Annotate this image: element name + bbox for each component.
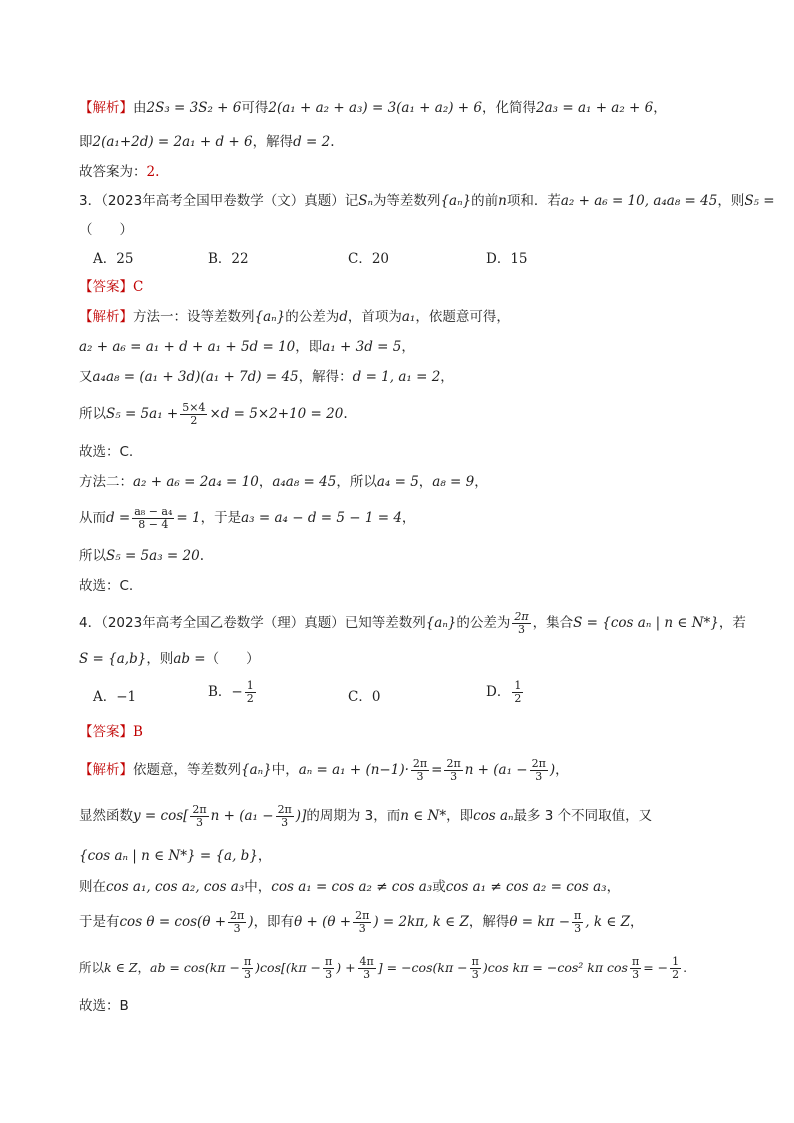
q3-option-c: C．20 <box>348 251 390 267</box>
q3-option-a: A．25 <box>93 251 134 267</box>
q3-stem-line-2: （ ） <box>79 222 133 238</box>
q4-option-c: C．0 <box>348 689 381 705</box>
q4-option-b: B．− $\frac{1}{2}$ <box>208 679 254 705</box>
q4-answer-line: 【答案】B <box>79 724 143 740</box>
fraction: $\frac{2\pi}{3}$ <box>514 610 529 636</box>
prev-solution-line-1: 【解析】由2S₃ = 3S₂ + 6可得2(a₁ + a₂ + a₃) = 3(a₁ + a₂) + 6，化简得2a₃ = a₁ + a₂ + 6， <box>79 100 667 116</box>
q3-solution-line-3: 又a₄a₈ = (a₁ + 3d)(a₁ + 7d) = 45，解得：d = 1, a₁ = 2， <box>79 369 454 385</box>
q3-solution-line-4: 所以S₅ = 5a₁ + $\frac{5\times 4}{2}$ ×d = 5×2+10 = 20. <box>79 401 348 427</box>
q3-method2-line-2: 从而d = $\frac{\text{a₈ − a₄}}{8 - 4}$ = 1，于是a₃ = a₄ − d = 5 − 1 = 4， <box>79 505 416 531</box>
q4-choose: 故选：B <box>79 998 129 1014</box>
q4-option-d: D． $\frac{1}{2}$ <box>486 679 522 705</box>
prev-solution-line-2: 即2(a₁+2d) = 2a₁ + d + 6，解得d = 2. <box>79 134 335 150</box>
q3-solution-line-2: a₂ + a₆ = a₁ + d + a₁ + 5d = 10，即a₁ + 3d = 5， <box>79 339 415 355</box>
prev-answer-line: 故答案为：2. <box>79 164 160 180</box>
q4-solution-line-3: {cos aₙ | n ∈ N*} = {a, b}， <box>79 848 272 864</box>
fraction: $\frac{5\times 4}{2}$ <box>182 401 206 427</box>
q3-method2-line-1: 方法二：a₂ + a₆ = 2a₄ = 10，a₄a₈ = 45，所以a₄ = 5，a₈ = 9， <box>79 474 488 490</box>
solution-tag: 【解析】 <box>79 100 133 116</box>
q4-solution-line-5: 于是有cos θ = cos(θ + $\frac{2\pi}{3}$ )，即有θ + (θ + $\frac{2\pi}{3}$ ) = 2kπ, k ∈ Z，解得θ = kπ − $\frac{\pi}{3}$ , k ∈ Z， <box>79 909 644 935</box>
q3-option-b: B．22 <box>208 251 249 267</box>
q3-option-d: D．15 <box>486 251 528 267</box>
q4-answer: B <box>133 724 143 740</box>
q3-choose-2: 故选：C. <box>79 578 134 594</box>
q4-option-a: A．−1 <box>93 689 137 705</box>
q3-solution-line-1: 【解析】方法一：设等差数列{aₙ}的公差为d，首项为a₁，依题意可得， <box>79 309 510 325</box>
q4-solution-line-4: 则在cos a₁, cos a₂, cos a₃中，cos a₁ = cos a₂ ≠ cos a₃或cos a₁ ≠ cos a₂ = cos a₃， <box>79 879 621 895</box>
q4-solution-line-2: 显然函数y = cos[ $\frac{2\pi}{3}$ n + (a₁ − $\frac{2\pi}{3}$ )]的周期为 3，而n ∈ N*，即cos aₙ最多 3 个不同取值，又 <box>79 803 653 829</box>
q3-choose-1: 故选：C. <box>79 444 134 460</box>
q4-solution-line-6: 所以k ∈ Z，ab = cos(kπ − $\frac{\pi}{3}$ )cos[(kπ − $\frac{\pi}{3}$ ) + $\frac{4\pi}{3}$ ] = −cos(kπ − $\frac{\pi}{3}$ )cos kπ = −cos² kπ cos $\frac{\pi}{3}$ = − $\frac{1}{2}$ . <box>79 955 688 981</box>
q3-method2-line-3: 所以S₅ = 5a₃ = 20. <box>79 548 204 564</box>
q4-solution-line-1: 【解析】依题意，等差数列{aₙ}中，aₙ = a₁ + (n−1)· $\frac{2\pi}{3}$ = $\frac{2\pi}{3}$ n + (a₁ − $\frac{2\pi}{3}$ )， <box>79 757 569 783</box>
fraction: $\frac{\text{a₈ − a₄}}{8 - 4}$ <box>134 505 173 531</box>
q3-stem-line-1: 3．（2023年高考全国甲卷数学（文）真题）记Sₙ为等差数列{aₙ}的前n项和．若a₂ + a₆ = 10, a₄a₈ = 45，则S₅ = <box>79 193 775 209</box>
q3-answer-line: 【答案】C <box>79 279 144 295</box>
q4-stem-line-1: 4．（2023年高考全国乙卷数学（理）真题）已知等差数列{aₙ}的公差为 $\frac{2\pi}{3}$ ，集合S = {cos aₙ | n ∈ N*}，若 <box>79 610 746 636</box>
q3-answer: C <box>133 279 144 295</box>
q4-stem-line-2: S = {a,b}，则ab =（ ） <box>79 651 260 667</box>
